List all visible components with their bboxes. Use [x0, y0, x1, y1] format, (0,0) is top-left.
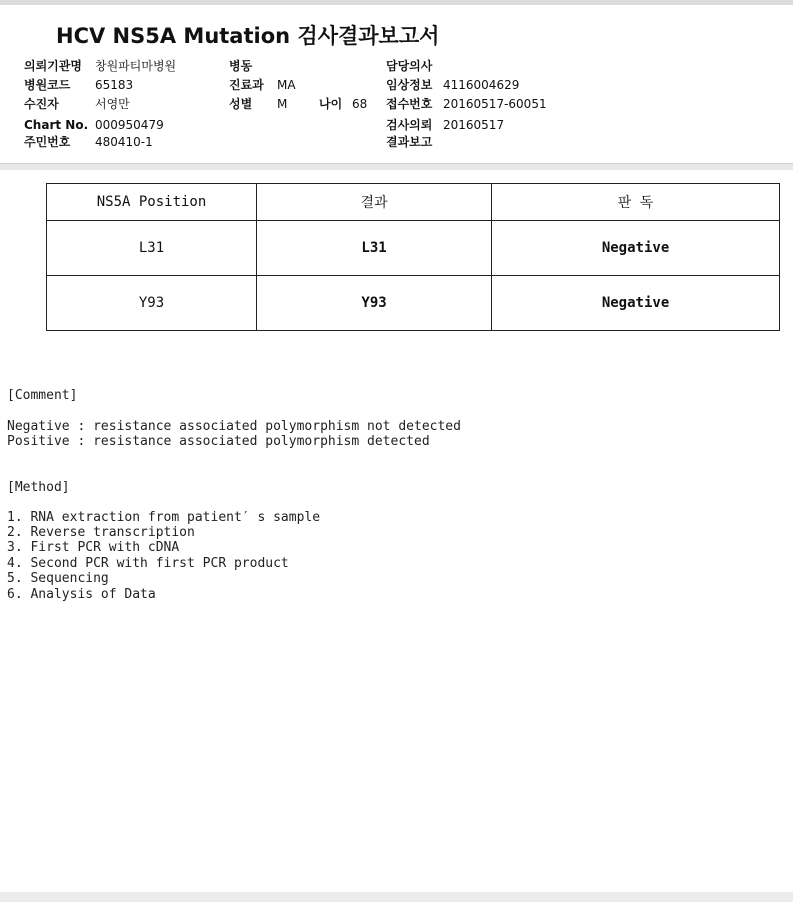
- comment-heading: [Comment]: [7, 388, 78, 403]
- report-title: HCV NS5A Mutation 검사결과보고서: [56, 24, 440, 48]
- doctor-label: 담당의사: [386, 59, 433, 73]
- age-value: 68: [352, 97, 368, 111]
- column-header-interpretation: 판 독: [492, 184, 780, 221]
- table-row: [47, 221, 780, 276]
- comment-line: Positive : resistance associated polymorphism detected: [7, 434, 430, 449]
- resident-no-value: 480410-1: [95, 135, 153, 149]
- department-label: 진료과: [229, 78, 264, 92]
- method-step: 2. Reverse transcription: [7, 525, 195, 540]
- column-header-position: NS5A Position: [47, 184, 257, 221]
- patient-name-value: 서영만: [95, 97, 130, 111]
- header-divider: [0, 163, 793, 170]
- method-step: 5. Sequencing: [7, 571, 109, 586]
- hospital-code-label: 병원코드: [24, 78, 71, 92]
- requesting-institution-value: 창원파티마병원: [95, 59, 177, 73]
- table-row: [47, 276, 780, 331]
- receipt-no-value: 20160517-60051: [443, 97, 547, 111]
- result-cell: L31: [257, 221, 492, 276]
- department-value: MA: [277, 78, 296, 92]
- table-header-row: [47, 184, 780, 221]
- sex-label: 성별: [229, 97, 253, 111]
- column-header-result: 결과: [257, 184, 492, 221]
- method-step: 6. Analysis of Data: [7, 587, 156, 602]
- resident-no-label: 주민번호: [24, 135, 71, 149]
- patient-name-label: 수진자: [24, 97, 59, 111]
- age-label: 나이: [319, 97, 343, 111]
- requesting-institution-label: 의뢰기관명: [24, 59, 82, 73]
- result-report-label: 결과보고: [386, 135, 433, 149]
- chart-no-value: 000950479: [95, 118, 164, 132]
- position-cell: Y93: [47, 276, 257, 331]
- comment-line: Negative : resistance associated polymorphism not detected: [7, 419, 461, 434]
- receipt-no-label: 접수번호: [386, 97, 433, 111]
- method-step: 4. Second PCR with first PCR product: [7, 556, 289, 571]
- test-request-value: 20160517: [443, 118, 505, 132]
- clinical-info-label: 임상정보: [386, 78, 433, 92]
- top-divider: [0, 0, 793, 5]
- clinical-info-value: 4116004629: [443, 78, 520, 92]
- interpretation-cell: Negative: [492, 276, 780, 331]
- method-heading: [Method]: [7, 480, 70, 495]
- result-cell: Y93: [257, 276, 492, 331]
- method-step: 3. First PCR with cDNA: [7, 540, 180, 555]
- sex-value: M: [277, 97, 288, 111]
- position-cell: L31: [47, 221, 257, 276]
- method-step: 1. RNA extraction from patient′ s sample: [7, 510, 321, 525]
- interpretation-cell: Negative: [492, 221, 780, 276]
- test-request-label: 검사의뢰: [386, 118, 433, 132]
- ward-label: 병동: [229, 59, 253, 73]
- bottom-divider: [0, 892, 793, 902]
- hospital-code-value: 65183: [95, 78, 134, 92]
- chart-no-label: Chart No.: [24, 118, 89, 132]
- results-table: [46, 183, 780, 331]
